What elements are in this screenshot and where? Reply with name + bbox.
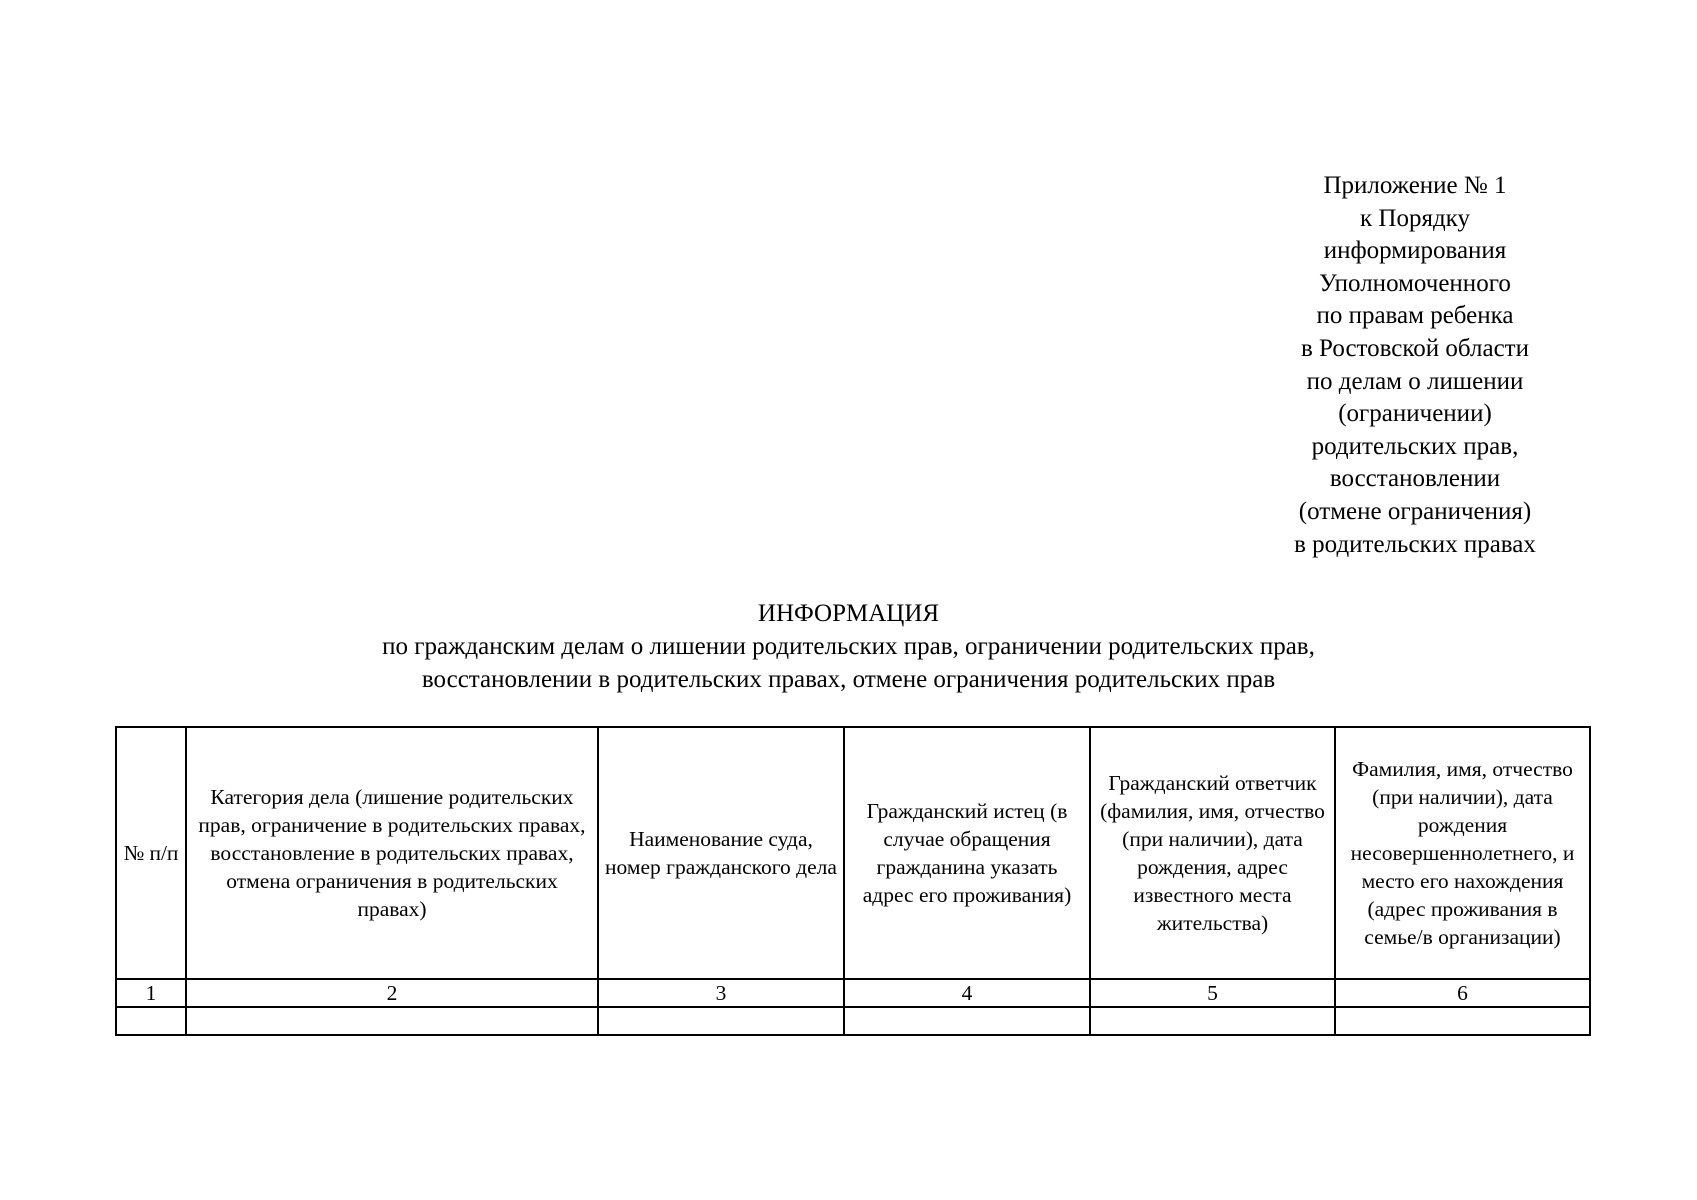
appendix-line: Приложение № 1 [1323, 172, 1507, 199]
appendix-line: по делам о лишении [1306, 367, 1524, 395]
table-header-row [116, 727, 1590, 979]
header-cell-court: Наименование суда, номер гражданского дела [598, 727, 844, 979]
table-row [116, 1007, 1590, 1035]
header-cell-minor: Фамилия, имя, отчество (при наличии), дата рождения несовершеннолетнего, и место его нахождения (адрес проживания в семье/в организации) [1335, 727, 1590, 979]
empty-cell [186, 1007, 598, 1035]
appendix-block [1250, 170, 1580, 561]
column-number-row [116, 979, 1590, 1007]
column-number-cell: 5 [1090, 979, 1335, 1007]
empty-cell [844, 1007, 1090, 1035]
empty-cell [116, 1007, 186, 1035]
column-number-cell: 3 [598, 979, 844, 1007]
appendix-line: родительских прав, [1311, 432, 1519, 460]
header-cell-category: Категория дела (лишение родительских прав, ограничение в родительских правах, восстановление в родительских правах, отмена ограничения в родительских правах) [186, 727, 598, 979]
appendix-line: Уполномоченного [1319, 269, 1511, 297]
empty-cell [598, 1007, 844, 1035]
appendix-line: к Порядку [1360, 204, 1470, 232]
empty-cell [1335, 1007, 1590, 1035]
header-cell-number: № п/п [116, 727, 186, 979]
column-number-cell: 6 [1335, 979, 1590, 1007]
header-cell-plaintiff: Гражданский истец (в случае обращения гражданина указать адрес его проживания) [844, 727, 1090, 979]
appendix-line: (отмене ограничения) [1298, 497, 1532, 525]
appendix-line: в Ростовской области [1301, 334, 1529, 362]
column-number-cell: 1 [116, 979, 186, 1007]
column-number-cell: 2 [186, 979, 598, 1007]
column-number-cell: 4 [844, 979, 1090, 1007]
appendix-line: в родительских правах [1294, 530, 1536, 558]
appendix-line: (ограничении) [1338, 400, 1492, 428]
appendix-line: информирования [1323, 237, 1507, 265]
appendix-line: восстановлении [1329, 465, 1501, 493]
document-title: ИНФОРМАЦИЯ [757, 600, 940, 627]
subtitle-line: восстановлении в родительских правах, отмене ограничения родительских прав [421, 665, 1276, 693]
document-subtitle [0, 631, 1697, 696]
appendix-line: по правам ребенка [1316, 302, 1514, 330]
header-cell-defendant: Гражданский ответчик (фамилия, имя, отчество (при наличии), дата рождения, адрес известного места жительства) [1090, 727, 1335, 979]
subtitle-line: по гражданским делам о лишении родительских прав, ограничении родительских прав, [382, 633, 1315, 660]
information-table [115, 726, 1591, 1036]
empty-cell [1090, 1007, 1335, 1035]
